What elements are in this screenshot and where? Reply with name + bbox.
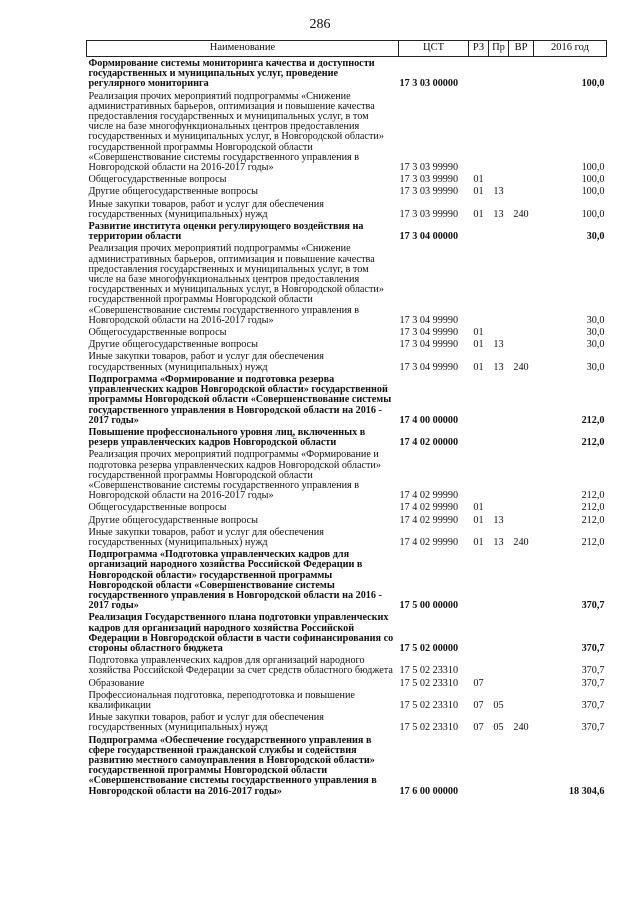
row-amount: 30,0 [586,314,605,326]
row-pr [489,373,509,426]
row-pr [489,734,509,797]
row-cst: 17 5 02 23310 [399,677,459,689]
row-name: Реализация Государственного плана подготовки управленческих кадров для организаций народного хозяйства Российской Федерации в Новгородской области в части софинансирования со стороны областного бюджета [88,612,394,654]
row-amount: 370,7 [581,699,605,711]
row-vr: 240 [513,536,529,548]
row-name: Реализация прочих мероприятий подпрограммы «Снижение административных барьеров, оптимизация и повышение качества предоставления государственных и муниципальных услуг, в том числе на базе многофункциональных центров предоставления государственных и муниципальных услуг, в Новгородской области» государственной программы Новгородской области «Совершенствование системы государственного управления в Новгородской области на 2016-2017 годы» [88,243,384,326]
table-row [87,711,607,733]
row-amount: 212,0 [581,514,605,526]
row-vr [509,677,534,689]
row-amount: 30,0 [586,231,605,243]
row-vr [509,734,534,797]
row-pr: 05 [493,699,504,711]
row-amount: 370,7 [581,642,605,654]
table-row [87,611,607,654]
header-cst: ЦСТ [399,41,469,57]
row-amount: 212,0 [581,437,605,449]
row-cst: 17 3 04 00000 [399,231,459,243]
row-pr [489,173,509,185]
row-cst: 17 3 04 99990 [399,339,459,351]
row-amount: 100,0 [581,186,605,198]
header-year: 2016 год [534,41,607,57]
row-cst: 17 3 04 99990 [399,327,459,339]
row-vr: 240 [513,722,529,734]
row-vr [509,90,534,174]
table-row [87,198,607,220]
row-cst: 17 5 02 23310 [399,722,459,734]
table-row [87,734,607,797]
row-vr [509,57,534,90]
row-amount: 30,0 [586,361,605,373]
row-amount: 370,7 [581,722,605,734]
row-vr [509,242,534,326]
table-row [87,373,607,426]
row-vr [509,426,534,448]
row-rz: 01 [473,186,484,198]
table-row [87,173,607,185]
row-vr [509,448,534,501]
table-row [87,677,607,689]
row-pr: 13 [493,514,504,526]
row-pr [489,220,509,242]
row-rz: 01 [473,536,484,548]
row-name: Иные закупки товаров, работ и услуг для обеспечения государственных (муниципальных) нужд [88,712,324,734]
row-rz [469,654,489,676]
row-amount: 18 304,6 [568,785,605,797]
row-vr [509,689,534,711]
table-row [87,220,607,242]
row-rz [469,448,489,501]
row-name: Реализация прочих мероприятий подпрограммы «Снижение административных барьеров, оптимизация и повышение качества предоставления государственных и муниципальных услуг, в том числе на базе многофункциональных центров предоставления государственных и муниципальных услуг, в Новгородской области» государственной программы Новгородской области «Совершенствование системы государственного управления в Новгородской области на 2016-2017 годы» [88,90,384,174]
table-row [87,501,607,513]
row-amount: 100,0 [581,78,605,90]
row-pr [489,677,509,689]
row-cst: 17 5 02 00000 [399,642,459,654]
row-name: Профессиональная подготовка, переподготовка и повышение квалификации [88,689,355,711]
row-rz: 07 [473,677,484,689]
row-rz: 01 [473,327,484,339]
row-pr [489,90,509,174]
row-pr [489,448,509,501]
row-rz [469,90,489,174]
row-rz: 01 [473,361,484,373]
table-body [87,57,607,797]
row-pr [489,501,509,513]
row-name: Подпрограмма «Обеспечение государственного управления в сфере государственной гражданской службы и содействия развитию местного самоуправления в Новгородской области» государственной программы Новгородской области «Совершенствование системы государственного управления в Новгородской области на 2016-2017 годы» [88,734,377,797]
row-amount: 370,7 [581,677,605,689]
row-cst: 17 3 04 99990 [399,314,459,326]
row-cst: 17 3 03 00000 [399,78,459,90]
row-pr [489,326,509,338]
budget-table [86,40,607,797]
header-name: Наименование [87,41,399,57]
row-cst: 17 4 02 99990 [399,536,459,548]
row-pr: 13 [493,208,504,220]
table-row [87,326,607,338]
row-cst: 17 3 03 99990 [399,186,459,198]
row-cst: 17 4 02 00000 [399,437,459,449]
row-rz: 07 [473,722,484,734]
row-name: Подготовка управленческих кадров для организаций народного хозяйства Российской Федерации за счет средств областного бюджета [88,655,393,677]
row-cst: 17 3 03 99990 [399,208,459,220]
table-row [87,654,607,676]
row-pr [489,426,509,448]
row-name: Подпрограмма «Подготовка управленческих кадров для организаций народного хозяйства Российской Федерации в Новгородской области» государственной программы Новгородской области «Совершенствование системы государственного управления в Новгородской области на 2016 - 2017 годы» [88,549,382,612]
table-row [87,689,607,711]
row-cst: 17 3 04 99990 [399,361,459,373]
row-name: Образование [88,677,145,689]
row-vr [509,220,534,242]
row-amount: 212,0 [581,490,605,502]
row-cst: 17 6 00 00000 [399,785,459,797]
row-rz: 01 [473,514,484,526]
row-name: Формирование системы мониторинга качества и доступности государственных и муниципальных услуг, проведение регулярного мониторинга [88,58,375,90]
row-rz [469,548,489,611]
row-name: Подпрограмма «Формирование и подготовка резерва управленческих кадров Новгородской области» государственной программы Новгородской области «Совершенствование системы государственного управления в Новгородской области на 2016 - 2017 годы» [88,373,392,426]
page-number: 286 [309,17,331,32]
row-amount: 370,7 [581,600,605,612]
row-pr [489,611,509,654]
row-cst: 17 5 00 00000 [399,600,459,612]
row-cst: 17 5 02 23310 [399,699,459,711]
row-amount: 30,0 [586,327,605,339]
row-name: Повышение профессионального уровня лиц, включенных в резерв управленческих кадров Новгородской области [88,426,366,449]
row-rz: 01 [473,339,484,351]
row-pr: 05 [493,722,504,734]
row-vr: 240 [513,208,529,220]
row-pr: 13 [493,186,504,198]
row-vr: 240 [513,361,529,373]
header-vr: ВР [509,41,534,57]
row-cst: 17 4 02 99990 [399,514,459,526]
row-pr: 13 [493,361,504,373]
table-row [87,426,607,448]
row-cst: 17 3 03 99990 [399,162,459,174]
row-name: Иные закупки товаров, работ и услуг для обеспечения государственных (муниципальных) нужд [88,526,324,548]
row-rz [469,734,489,797]
table-row [87,338,607,350]
row-cst: 17 3 03 99990 [399,174,459,186]
row-amount: 212,0 [581,536,605,548]
table-row [87,350,607,372]
row-name: Другие общегосударственные вопросы [88,186,258,198]
row-pr [489,654,509,676]
row-vr [509,548,534,611]
table-row [87,526,607,548]
row-vr [509,338,534,350]
row-amount: 212,0 [581,502,605,514]
row-amount: 370,7 [581,665,605,677]
row-pr [489,57,509,90]
row-cst: 17 5 02 23310 [399,665,459,677]
row-name: Другие общегосударственные вопросы [88,514,258,526]
row-name: Реализация прочих мероприятий подпрограммы «Формирование и подготовка резерва управленческих кадров Новгородской области» государственной программы Новгородской области «Совершенствование системы государственного управления в Новгородской области на 2016-2017 годы» [88,449,381,502]
row-pr: 13 [493,339,504,351]
row-vr [509,185,534,197]
row-rz [469,57,489,90]
row-rz: 01 [473,502,484,514]
table-row [87,90,607,174]
row-name: Развитие института оценки регулирующего воздействия на территории области [88,221,364,243]
row-vr [509,514,534,526]
table-row [87,242,607,326]
row-amount: 100,0 [581,174,605,186]
row-vr [509,501,534,513]
header-pr: Пр [489,41,509,57]
row-rz: 01 [473,174,484,186]
row-rz: 07 [473,699,484,711]
row-vr [509,326,534,338]
row-cst: 17 4 02 99990 [399,490,459,502]
row-rz [469,426,489,448]
row-cst: 17 4 02 99990 [399,502,459,514]
row-amount: 100,0 [581,162,605,174]
header-rz: РЗ [469,41,489,57]
row-name: Общегосударственные вопросы [88,327,227,339]
table-row [87,514,607,526]
row-pr: 13 [493,536,504,548]
row-name: Иные закупки товаров, работ и услуг для обеспечения государственных (муниципальных) нужд [88,351,324,373]
row-pr [489,548,509,611]
row-name: Общегосударственные вопросы [88,174,227,186]
row-name: Общегосударственные вопросы [88,502,227,514]
table-row [87,57,607,90]
row-vr [509,173,534,185]
row-rz [469,242,489,326]
row-vr [509,373,534,426]
row-rz [469,220,489,242]
row-pr [489,242,509,326]
row-rz [469,611,489,654]
row-rz [469,373,489,426]
table-row [87,448,607,501]
row-amount: 212,0 [581,414,605,426]
row-amount: 30,0 [586,339,605,351]
table-header-row [87,41,607,57]
row-rz: 01 [473,208,484,220]
table-row [87,185,607,197]
row-amount: 100,0 [581,208,605,220]
row-vr [509,654,534,676]
row-vr [509,611,534,654]
row-cst: 17 4 00 00000 [399,414,459,426]
row-name: Иные закупки товаров, работ и услуг для обеспечения государственных (муниципальных) нужд [88,198,324,220]
table-row [87,548,607,611]
row-name: Другие общегосударственные вопросы [88,339,258,351]
